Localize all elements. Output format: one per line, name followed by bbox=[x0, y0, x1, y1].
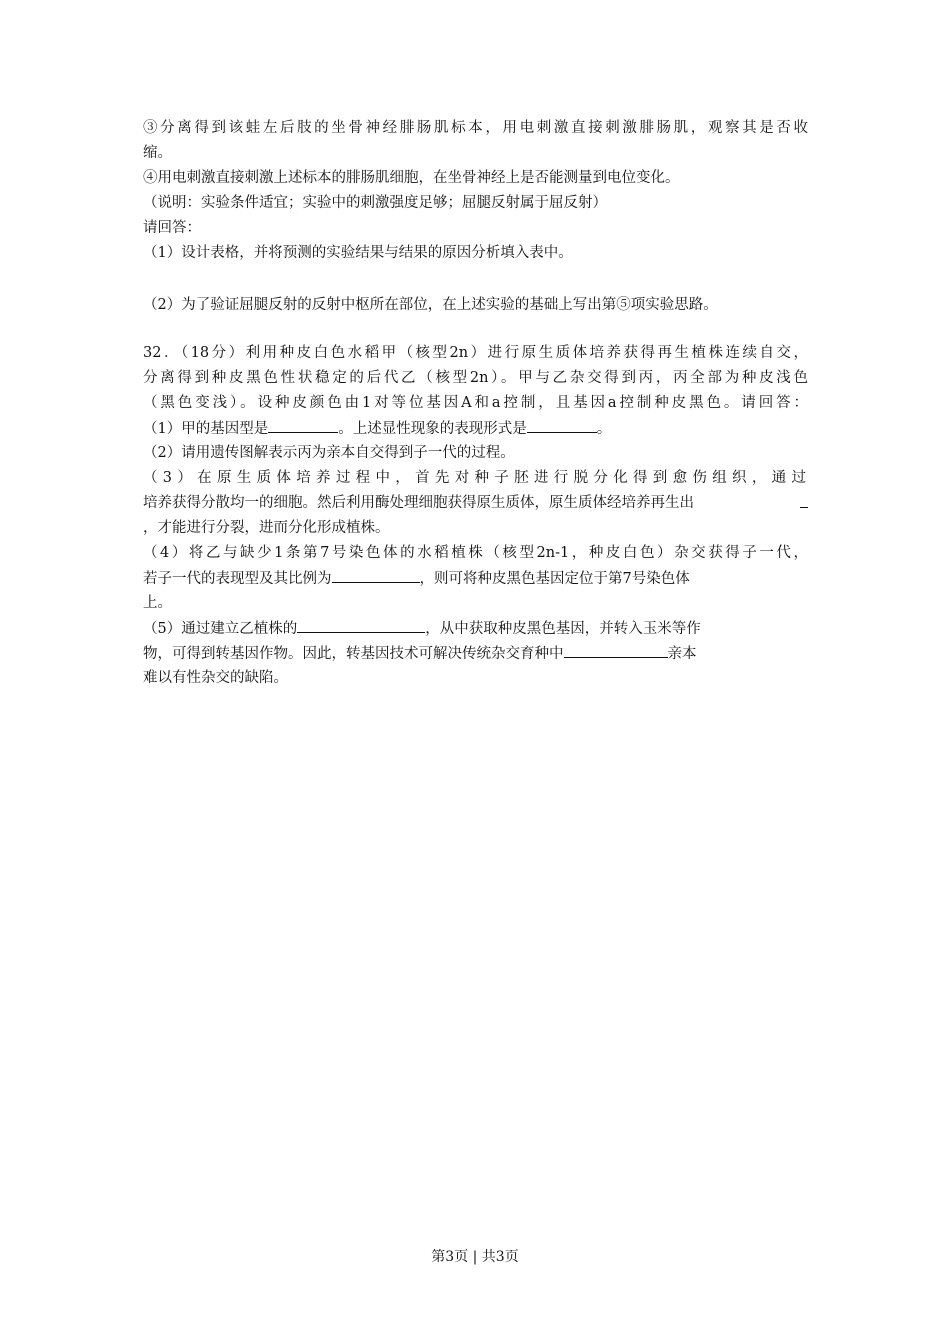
q32-part4-line2 bbox=[143, 568, 690, 589]
answer-blank bbox=[527, 418, 597, 433]
part4-text-a: 若子一代的表现型及其比例为 bbox=[143, 571, 332, 587]
q32-part5-line3: 难以有性杂交的缺陷。 bbox=[143, 670, 288, 686]
q32-intro-line1: 32．（18分）利用种皮白色水稻甲（核型2n）进行原生质体培养获得再生植株连续自交， bbox=[143, 345, 808, 361]
part1-text-c: 。 bbox=[596, 421, 612, 437]
part5-text-d: 亲本 bbox=[667, 646, 697, 662]
part1-text-b: 。上述显性现象的表现形式是 bbox=[338, 421, 527, 437]
part5-text-c: 物，可得到转基因作物。因此，转基因技术可解决传统杂交育种中 bbox=[143, 646, 564, 662]
answer-blank bbox=[297, 618, 425, 633]
q32-intro-line2: 分离得到种皮黑色性状稳定的后代乙（核型2n）。甲与乙杂交得到丙，丙全部为种皮浅色 bbox=[143, 370, 808, 386]
step3-line1: ③分离得到该蛙左后肢的坐骨神经腓肠肌标本，用电刺激直接刺激腓肠肌，观察其是否收 bbox=[143, 120, 808, 136]
answer-blank bbox=[332, 568, 420, 583]
q32-part5-line1 bbox=[143, 618, 701, 639]
part1-text-a: （1）甲的基因型是 bbox=[143, 421, 269, 437]
answer-blank bbox=[268, 418, 338, 433]
q32-part2: （2）请用遗传图解表示丙为亲本自交得到子一代的过程。 bbox=[143, 445, 515, 461]
question-2: （2）为了验证屈腿反射的反射中枢所在部位，在上述实验的基础上写出第⑤项实验思路。 bbox=[143, 297, 718, 313]
part5-text-b: ，从中获取种皮黑色基因，并转入玉米等作 bbox=[425, 621, 701, 637]
q32-part3-line3: ，才能进行分裂，进而分化形成植株。 bbox=[143, 520, 390, 536]
q32-part4-line1: （4）将乙与缺少1条第7号染色体的水稻植株（核型2n-1，种皮白色）杂交获得子一代， bbox=[143, 545, 808, 561]
q32-part5-line2 bbox=[143, 643, 697, 664]
q32-part3-line1: （3）在原生质体培养过程中，首先对种子胚进行脱分化得到愈伤组织，通过 bbox=[143, 470, 808, 486]
answer-blank bbox=[564, 643, 668, 658]
q32-intro-line3: （黑色变浅）。设种皮颜色由1对等位基因A和a控制，且基因a控制种皮黑色。请回答： bbox=[143, 395, 808, 411]
q32-part3-line2 bbox=[143, 493, 808, 513]
note: （说明：实验条件适宜；实验中的刺激强度足够；屈腿反射属于屈反射） bbox=[143, 195, 607, 211]
question-1: （1）设计表格，并将预测的实验结果与结果的原因分析填入表中。 bbox=[143, 245, 573, 261]
q32-part4-line3: 上。 bbox=[143, 595, 172, 611]
part5-text-a: （5）通过建立乙植株的 bbox=[143, 621, 298, 637]
answer-blank bbox=[800, 493, 808, 508]
step4: ④用电刺激直接刺激上述标本的腓肠肌细胞，在坐骨神经上是否能测量到电位变化。 bbox=[143, 170, 680, 186]
part4-text-b: ，则可将种皮黑色基因定位于第7号染色体 bbox=[419, 571, 690, 587]
prompt: 请回答： bbox=[143, 220, 201, 236]
part3-text: 培养获得分散均一的细胞。然后利用酶处理细胞获得原生质体，原生质体经培养再生出 bbox=[143, 495, 694, 511]
q32-part1 bbox=[143, 418, 611, 439]
page-footer: 第3页 | 共3页 bbox=[431, 1249, 519, 1265]
step3-line2: 缩。 bbox=[143, 145, 172, 161]
